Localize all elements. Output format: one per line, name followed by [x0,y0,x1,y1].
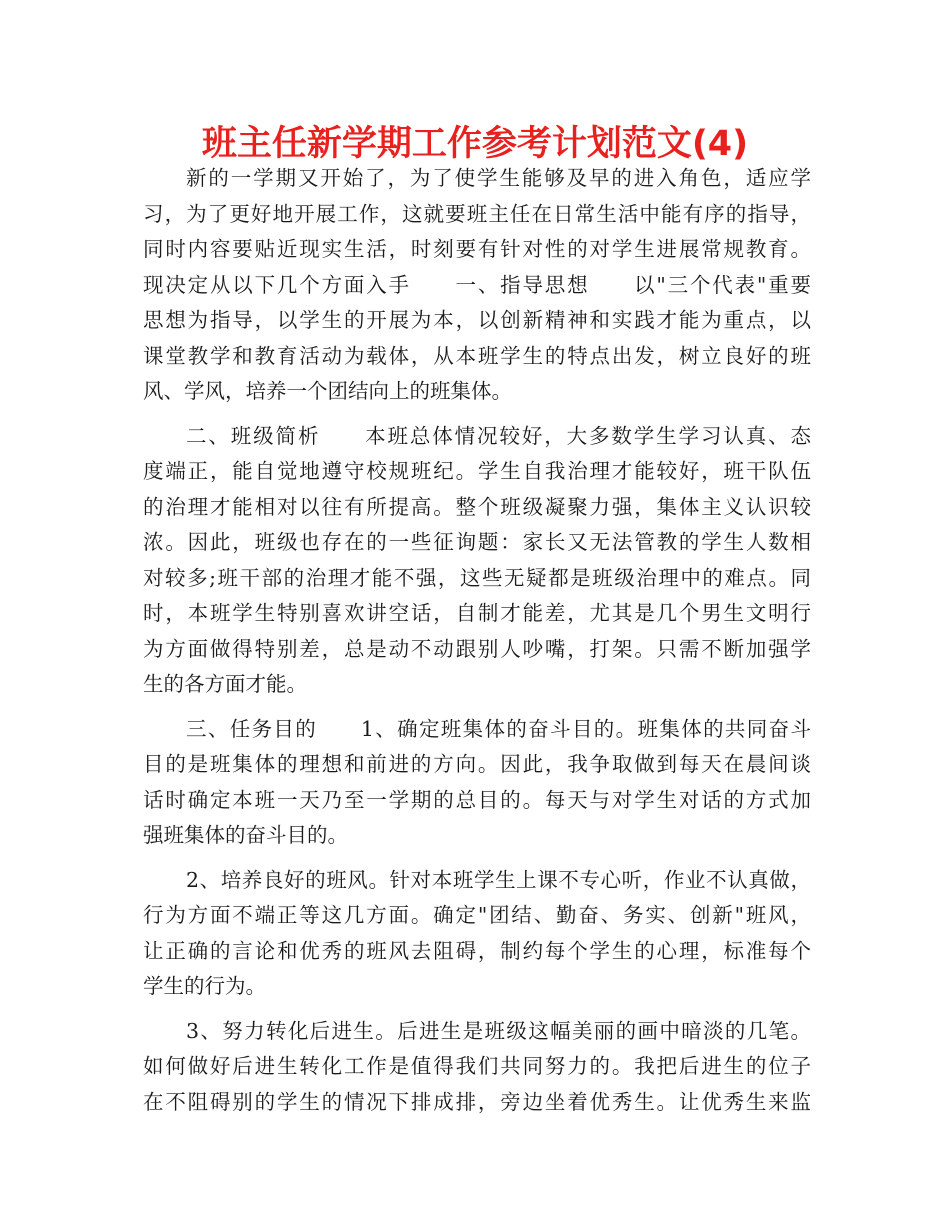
paragraph-line: 强班集体的奋斗目的。 [143,823,348,847]
paragraph-line: 如何做好后进生转化工作是值得我们共同努力的。我把后进生的位子 [143,1054,811,1078]
paragraph-line: 为方面做得特别差，总是动不动跟别人吵嘴，打架。只需不断加强学 [143,636,811,661]
paragraph-line: 的治理才能相对以往有所提高。整个班级凝聚力强，集体主义认识较 [143,494,811,519]
paragraph-line: 浓。因此，班级也存在的一些征询题：家长又无法管教的学生人数相 [143,530,811,554]
paragraph-line: 现决定从以下几个方面入手 一、指导思想 以"三个代表"重要 [143,272,811,297]
paragraph-line: 话时确定本班一天乃至一学期的总目的。每天与对学生对话的方式加 [143,787,811,812]
paragraph-1 [143,161,811,410]
paragraph-line: 时，本班学生特别喜欢讲空话，自制才能差，尤其是几个男生文明行 [143,601,811,625]
paragraph-line: 3、努力转化后进生。后进生是班级这幅美丽的画中暗淡的几笔。 [186,1018,811,1043]
paragraph-line: 三、任务目的 1、确定班集体的奋斗目的。班集体的共同奋斗 [186,716,811,741]
paragraph-line: 同时内容要贴近现实生活，时刻要有针对性的对学生进展常规教育。 [143,237,811,261]
paragraph-line: 风、学风，培养一个团结向上的班集体。 [143,379,512,403]
paragraph-line: 对较多;班干部的治理才能不强，这些无疑都是班级治理中的难点。同 [143,565,811,590]
paragraph-line: 让正确的言论和优秀的班风去阻碍，制约每个学生的心理，标准每个 [143,938,811,963]
document-title: 班主任新学期工作参考计划范文(4) [201,124,749,164]
paragraph-5 [143,1014,811,1121]
paragraph-line: 课堂教学和教育活动为载体，从本班学生的特点出发，树立良好的班 [143,343,811,368]
paragraph-line: 习，为了更好地开展工作，这就要班主任在日常生活中能有序的指导， [143,201,811,226]
paragraph-line: 2、培养良好的班风。针对本班学生上课不专心听，作业不认真做， [186,867,811,892]
paragraph-3 [143,712,811,854]
paragraph-line: 目的是班集体的理想和前进的方向。因此，我争取做到每天在晨间谈 [143,752,811,776]
paragraph-line: 新的一学期又开始了，为了使学生能够及早的进入角色，适应学 [186,166,811,190]
paragraph-2 [143,419,811,703]
paragraph-4 [143,863,811,1005]
paragraph-line: 生的各方面才能。 [143,672,307,696]
paragraph-line: 二、班级简析 本班总体情况较好，大多数学生学习认真、态 [186,423,811,448]
paragraph-line: 行为方面不端正等这几方面。确定"团结、勤奋、务实、创新"班风， [143,903,811,927]
paragraph-line: 思想为指导，以学生的开展为本，以创新精神和实践才能为重点，以 [143,308,811,332]
document-body [143,161,811,1120]
paragraph-line: 度端正，能自觉地遵守校规班纪。学生自我治理才能较好，班干队伍 [143,459,811,483]
paragraph-line: 学生的行为。 [143,974,266,998]
paragraph-line: 在不阻碍别的学生的情况下排成排，旁边坐着优秀生。让优秀生来监 [143,1089,811,1114]
